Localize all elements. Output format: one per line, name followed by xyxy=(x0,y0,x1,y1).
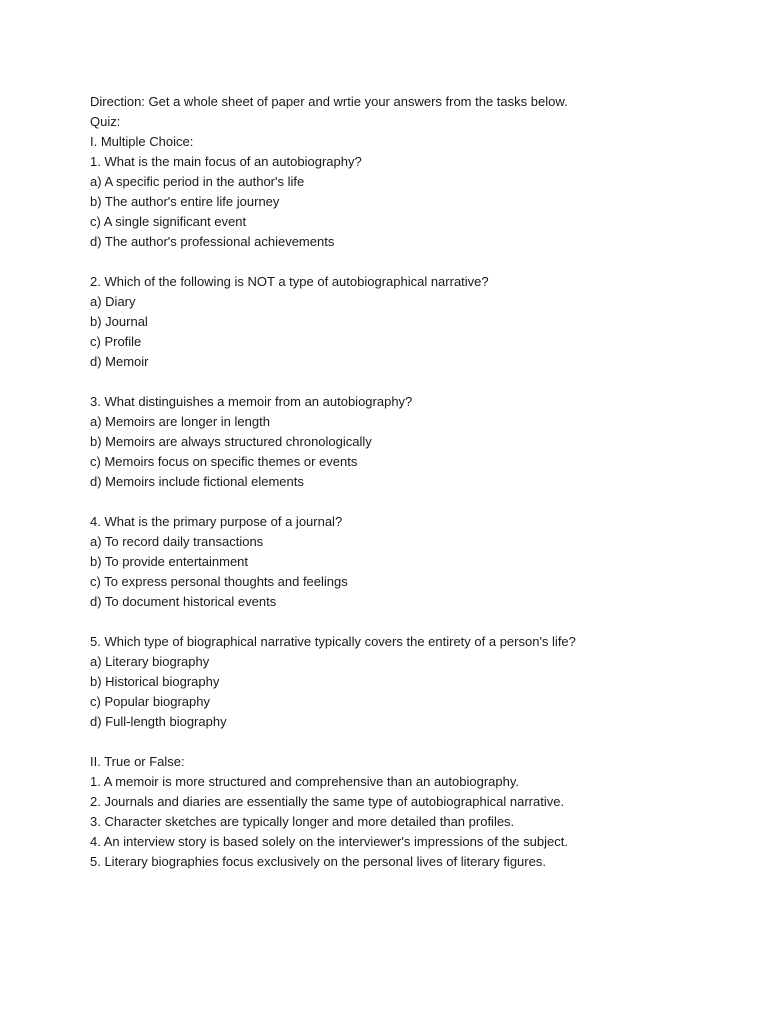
answer-option: d) Memoir xyxy=(90,354,149,369)
answer-option: b) Historical biography xyxy=(90,674,220,689)
question-block xyxy=(90,152,750,252)
spacer xyxy=(90,252,750,272)
spacer xyxy=(90,492,750,512)
answer-option: a) To record daily transactions xyxy=(90,534,264,549)
true-false-statement: 1. A memoir is more structured and comprehensive than an autobiography. xyxy=(90,774,519,789)
answer-option: c) To express personal thoughts and feelings xyxy=(90,574,348,589)
answer-option: a) Memoirs are longer in length xyxy=(90,414,270,429)
quiz-label: Quiz: xyxy=(90,114,121,129)
spacer xyxy=(90,612,750,632)
section-title-true-false: II. True or False: xyxy=(90,754,185,769)
answer-option: b) Memoirs are always structured chronologically xyxy=(90,434,372,449)
answer-option: d) Full-length biography xyxy=(90,714,227,729)
answer-option: b) The author's entire life journey xyxy=(90,194,280,209)
document-page xyxy=(90,92,750,872)
question-block xyxy=(90,632,750,732)
answer-option: c) Profile xyxy=(90,334,142,349)
answer-option: c) Popular biography xyxy=(90,694,210,709)
direction-text: Direction: Get a whole sheet of paper and wrtie your answers from the tasks below. xyxy=(90,94,568,109)
answer-option: b) Journal xyxy=(90,314,148,329)
question-text: 2. Which of the following is NOT a type of autobiographical narrative? xyxy=(90,274,489,289)
question-block xyxy=(90,512,750,612)
question-text: 3. What distinguishes a memoir from an autobiography? xyxy=(90,394,413,409)
true-false-statement: 3. Character sketches are typically longer and more detailed than profiles. xyxy=(90,814,515,829)
section-title-multiple-choice: I. Multiple Choice: xyxy=(90,134,194,149)
spacer xyxy=(90,732,750,752)
question-text: 1. What is the main focus of an autobiography? xyxy=(90,154,362,169)
answer-option: a) Literary biography xyxy=(90,654,210,669)
answer-option: a) Diary xyxy=(90,294,136,309)
answer-option: d) To document historical events xyxy=(90,594,277,609)
answer-option: c) A single significant event xyxy=(90,214,247,229)
answer-option: d) The author's professional achievements xyxy=(90,234,335,249)
true-false-statement: 5. Literary biographies focus exclusively on the personal lives of literary figures. xyxy=(90,854,546,869)
question-text: 4. What is the primary purpose of a journal? xyxy=(90,514,343,529)
answer-option: d) Memoirs include fictional elements xyxy=(90,474,304,489)
spacer xyxy=(90,372,750,392)
question-block xyxy=(90,392,750,492)
true-false-statement: 4. An interview story is based solely on the interviewer's impressions of the subject. xyxy=(90,834,568,849)
question-block xyxy=(90,272,750,372)
true-false-statement: 2. Journals and diaries are essentially the same type of autobiographical narrative. xyxy=(90,794,565,809)
answer-option: b) To provide entertainment xyxy=(90,554,249,569)
question-text: 5. Which type of biographical narrative typically covers the entirety of a person's life? xyxy=(90,634,576,649)
answer-option: c) Memoirs focus on specific themes or events xyxy=(90,454,358,469)
answer-option: a) A specific period in the author's life xyxy=(90,174,305,189)
